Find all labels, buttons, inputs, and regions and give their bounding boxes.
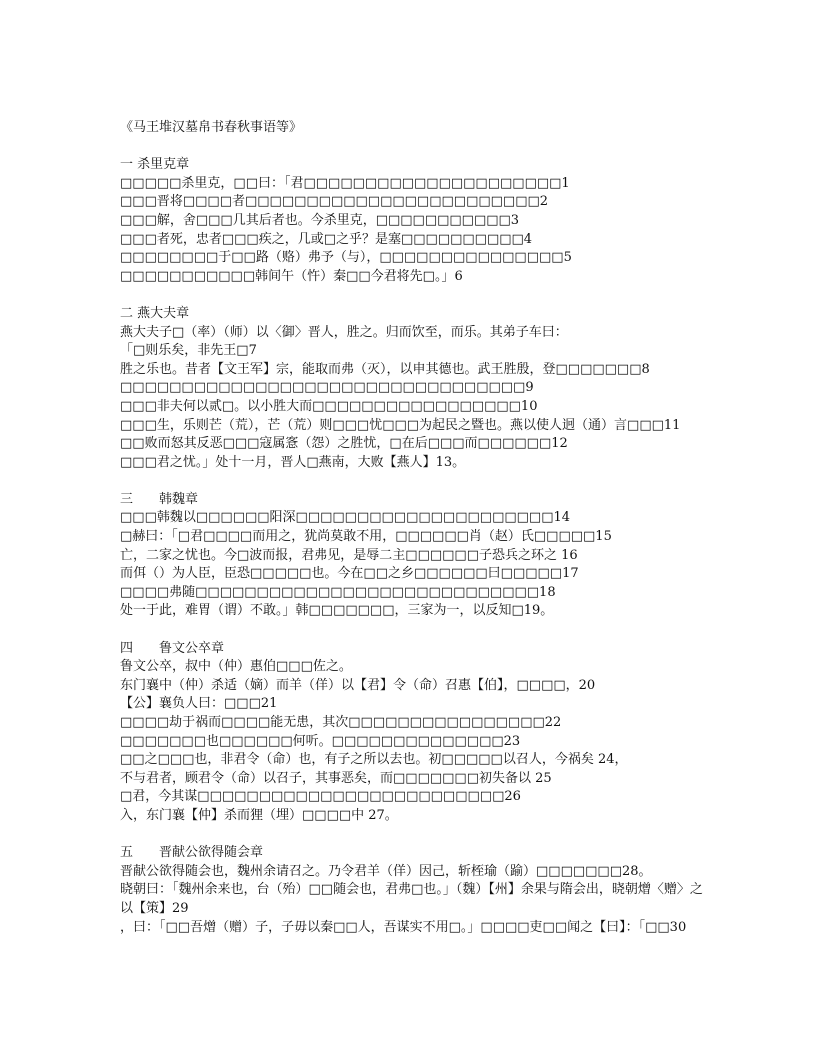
text-line: 「□则乐矣，非先王□7	[120, 343, 257, 359]
text-line: □□□晋将□□□□者□□□□□□□□□□□□□□□□□□□□□□□□2	[120, 194, 549, 210]
section-heading: 二 燕大夫章	[120, 305, 190, 321]
text-line: 晋献公欲得随会也，魏州余请召之。乃令君羊（佯）因己，斩桎瑜（踰）□□□□□□□28。	[120, 863, 652, 879]
text-line: □□□□□杀里克，□□曰：「君□□□□□□□□□□□□□□□□□□□□□1	[120, 175, 570, 191]
section-heading: 一 杀里克章	[120, 157, 190, 173]
text-line: □□□韩魏以□□□□□□阳深□□□□□□□□□□□□□□□□□□□□□14	[120, 510, 571, 526]
text-line: □□□□□□□□于□□路（赂）弗予（与），□□□□□□□□□□□□□□□5	[120, 250, 572, 266]
text-line: □□□□劫于祸而□□□□能无患，其次□□□□□□□□□□□□□□□□22	[120, 715, 562, 730]
text-line: □赫曰：「□君□□□□而用之，犹尚莫敢不用，□□□□□□肖（赵）氏□□□□□15	[120, 529, 612, 545]
text-line: 不与君者，顾君令（命）以召子，其事恶矣，而□□□□□□□初失备以 25	[120, 770, 552, 786]
section-1	[120, 156, 710, 286]
spacer	[120, 826, 710, 845]
text-line: □□□□弗随□□□□□□□□□□□□□□□□□□□□□□□□□□□□18	[120, 584, 556, 600]
text-line: 晓朝曰：「魏州余来也，台（殆）□□随会也，君弗□也。」（魏）【州】余果与隋会出，晓朝熷〈赠〉之以【策】29	[120, 882, 703, 916]
text-line: □□败而怒其反恶□□□寇属愙（怨）之胜忧，□在后□□□而□□□□□□12	[120, 436, 568, 452]
text-line: 而佴（）为人臣，臣恐□□□□□也。今在□□之乡□□□□□□曰□□□□□17	[120, 566, 579, 582]
text-line: □□□□□□□□□□□□□□□□□□□□□□□□□□□□□□□□□9	[120, 380, 534, 396]
section-heading: 三 韩魏章	[120, 491, 199, 507]
text-line: □君，今其谋□□□□□□□□□□□□□□□□□□□□□□□□□26	[120, 789, 521, 805]
text-line: 入，东门襄【仲】杀而狸（埋）□□□□中 27。	[120, 807, 398, 823]
text-line: □□□君之忧。」处十一月，晋人□燕南，大败【燕人】13。	[120, 454, 466, 470]
section-5	[120, 844, 710, 937]
text-line: ，曰：「□□吾熷（赠）子，子毋以秦□□人，吾谋实不用□。」□□□□吏□□闻之【曰】：「□□30	[120, 919, 687, 935]
text-line: 鲁文公卒，叔中（仲）惠伯□□□佐之。	[120, 659, 352, 675]
text-line: □□□解，舍□□□几其后者也。今杀里克，□□□□□□□□□□□3	[120, 212, 520, 228]
document-page	[120, 119, 710, 937]
spacer	[120, 472, 710, 491]
text-line: □□□者死，忠者□□□疾之，几或□之乎？是塞□□□□□□□□□□4	[120, 231, 533, 247]
text-line: □□□□□□□□□□□韩间午（忤）秦□□今君将先□。」6	[120, 268, 463, 284]
section-heading: 四 鲁文公卒章	[120, 640, 225, 656]
text-line: □□□□□□□也□□□□□□何听。□□□□□□□□□□□□□□23	[120, 733, 521, 749]
section-4	[120, 640, 710, 826]
section-3	[120, 491, 710, 621]
text-line: 亡，二家之忧也。今□波而报，君弗见，是辱二主□□□□□□子恐兵之环之 16	[120, 547, 578, 563]
text-line: 燕大夫子□（率）（师）以〈御〉晋人，胜之。归而饮至，而乐。其弟子车曰：	[120, 324, 568, 340]
text-line: 胜之乐也。昔者【文王军】宗，能取而弗（灭），以申其德也。武王胜殷，登□□□□□□□8	[120, 361, 650, 377]
section-2	[120, 305, 710, 472]
spacer	[120, 621, 710, 640]
text-line: □□□非夫何以贰□。以小胜大而□□□□□□□□□□□□□□□□□10	[120, 398, 538, 414]
text-line: 处一于此，难胃（谓）不敢。」韩□□□□□□□，三家为一，以反知□19。	[120, 603, 554, 619]
document-title: 《马王堆汉墓帛书春秋事语等》	[120, 120, 303, 135]
text-line: □□□生，乐则芒（荒），芒（荒）则□□□忧□□□为起民之暨也。燕以使人迥（通）言□□□11	[120, 417, 681, 433]
section-heading: 五 晋献公欲得随会章	[120, 845, 264, 861]
text-line: 东门襄中（仲）杀适（嫡）而羊（佯）以【君】令（命）召惠【伯】，□□□□，20	[120, 677, 596, 693]
spacer	[120, 286, 710, 305]
text-line: 【公】襄负人曰：□□□21	[120, 696, 278, 712]
text-line: □□之□□□也，非君令（命）也，有子之所以去也。初□□□□□以召人，今祸矣 24，	[120, 752, 628, 768]
